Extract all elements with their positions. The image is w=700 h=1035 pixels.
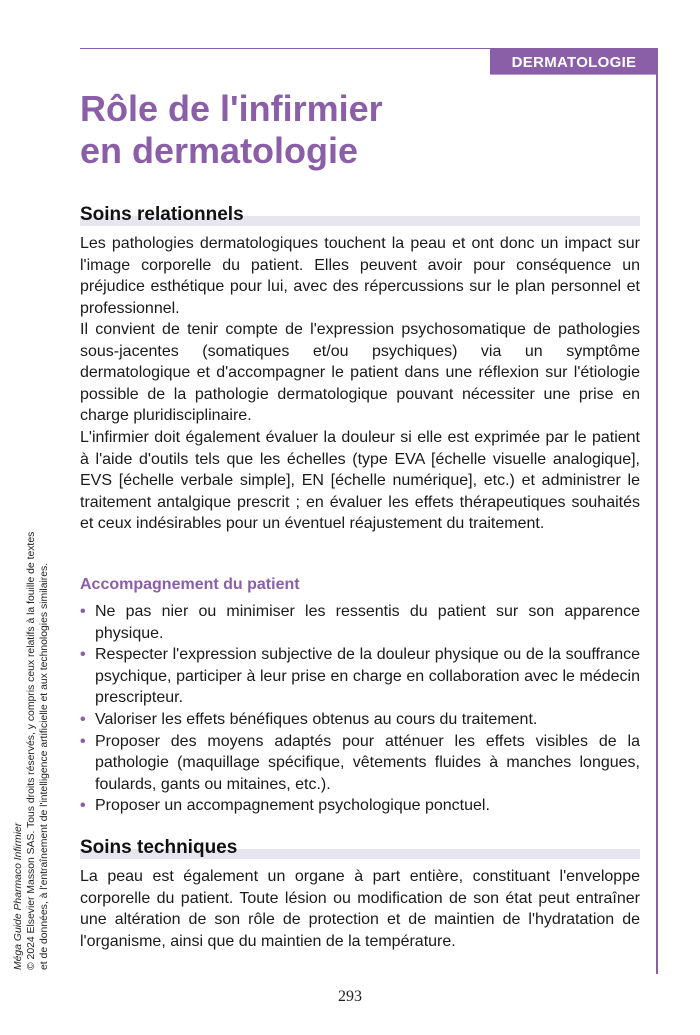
list-item: • Proposer un accompagnement psychologique ponctuel. (80, 795, 640, 817)
top-rule (80, 48, 490, 49)
list-item: • Valoriser les effets bénéfiques obtenus au cours du traitement. (80, 709, 640, 731)
accompagnement-list (80, 601, 640, 817)
heading-accompagnement: Accompagnement du patient (80, 576, 300, 593)
page-number: 293 (338, 988, 362, 1005)
page-title-line1: Rôle de l'infirmier (80, 88, 383, 129)
list-item: • Ne pas nier ou minimiser les ressentis du patient sur son apparence physique. (80, 601, 640, 644)
heading-soins-relationnels: Soins relationnels (80, 204, 640, 226)
list-item: • Proposer des moyens adaptés pour atténuer les effets visibles de la pathologie (maquillage spécifique, vêtements fluides à manches longues, foulards, gants ou mitaines, etc.). (80, 731, 640, 796)
paragraph-relationnel-3: L'infirmier doit également évaluer la douleur si elle est exprimée par le patient à l'aide d'outils tels que les échelles (type EVA [échelle visuelle analogique], EVS [échelle verbale simple], EN [échelle numérique], etc.) et administrer le traitement antalgique prescrit ; en évaluer les effets thérapeutiques souhaités et ceux indésirables pour un éventuel réajustement du traitement. (80, 429, 640, 533)
page-title (80, 88, 640, 172)
section-tab: DERMATOLOGIE (490, 48, 658, 75)
heading-soins-techniques: Soins techniques (80, 837, 640, 859)
book-title: Méga Guide Pharmaco Infirmier (13, 822, 24, 970)
paragraph-relationnel-1: Les pathologies dermatologiques touchent la peau et ont donc un impact sur l'image corporelle du patient. Elles peuvent avoir pour conséquence un préjudice esthétique pour lui, avec des répercussions sur le plan personnel et professionnel. (80, 235, 640, 317)
page-title-line2: en dermatologie (80, 130, 359, 171)
list-item: • Respecter l'expression subjective de la douleur physique ou de la souffrance psychique, participer à leur prise en charge en collaboration avec le médecin prescripteur. (80, 644, 640, 709)
right-rule (656, 74, 658, 974)
paragraph-relationnel-2: Il convient de tenir compte de l'expression psychosomatique de pathologies sous-jacentes (somatiques et/ou psychiques) via un symptôme dermatologique et d'accompagner le patient dans une réflexion sur l'étiologie possible de la pathologie dermatologique pouvant nécessiter une prise en charge pluridisciplinaire. (80, 321, 640, 425)
copyright-line: © 2024 Elsevier Masson SAS. Tous droits réservés, y compris ceux relatifs à la fouille de textes (26, 531, 37, 970)
copyright-note (12, 410, 51, 970)
paragraph-techniques-1: La peau est également un organe à part entière, constituant l'enveloppe corporelle du patient. Toute lésion ou modification de son état peut entraîner une altération de son rôle de protection et de maintien de l'hydratation de l'organisme, ainsi que du maintien de la température. (80, 868, 640, 950)
copyright-line: et de données, à l'entraînement de l'intelligence artificielle et aux technologies similaires. (39, 562, 50, 970)
